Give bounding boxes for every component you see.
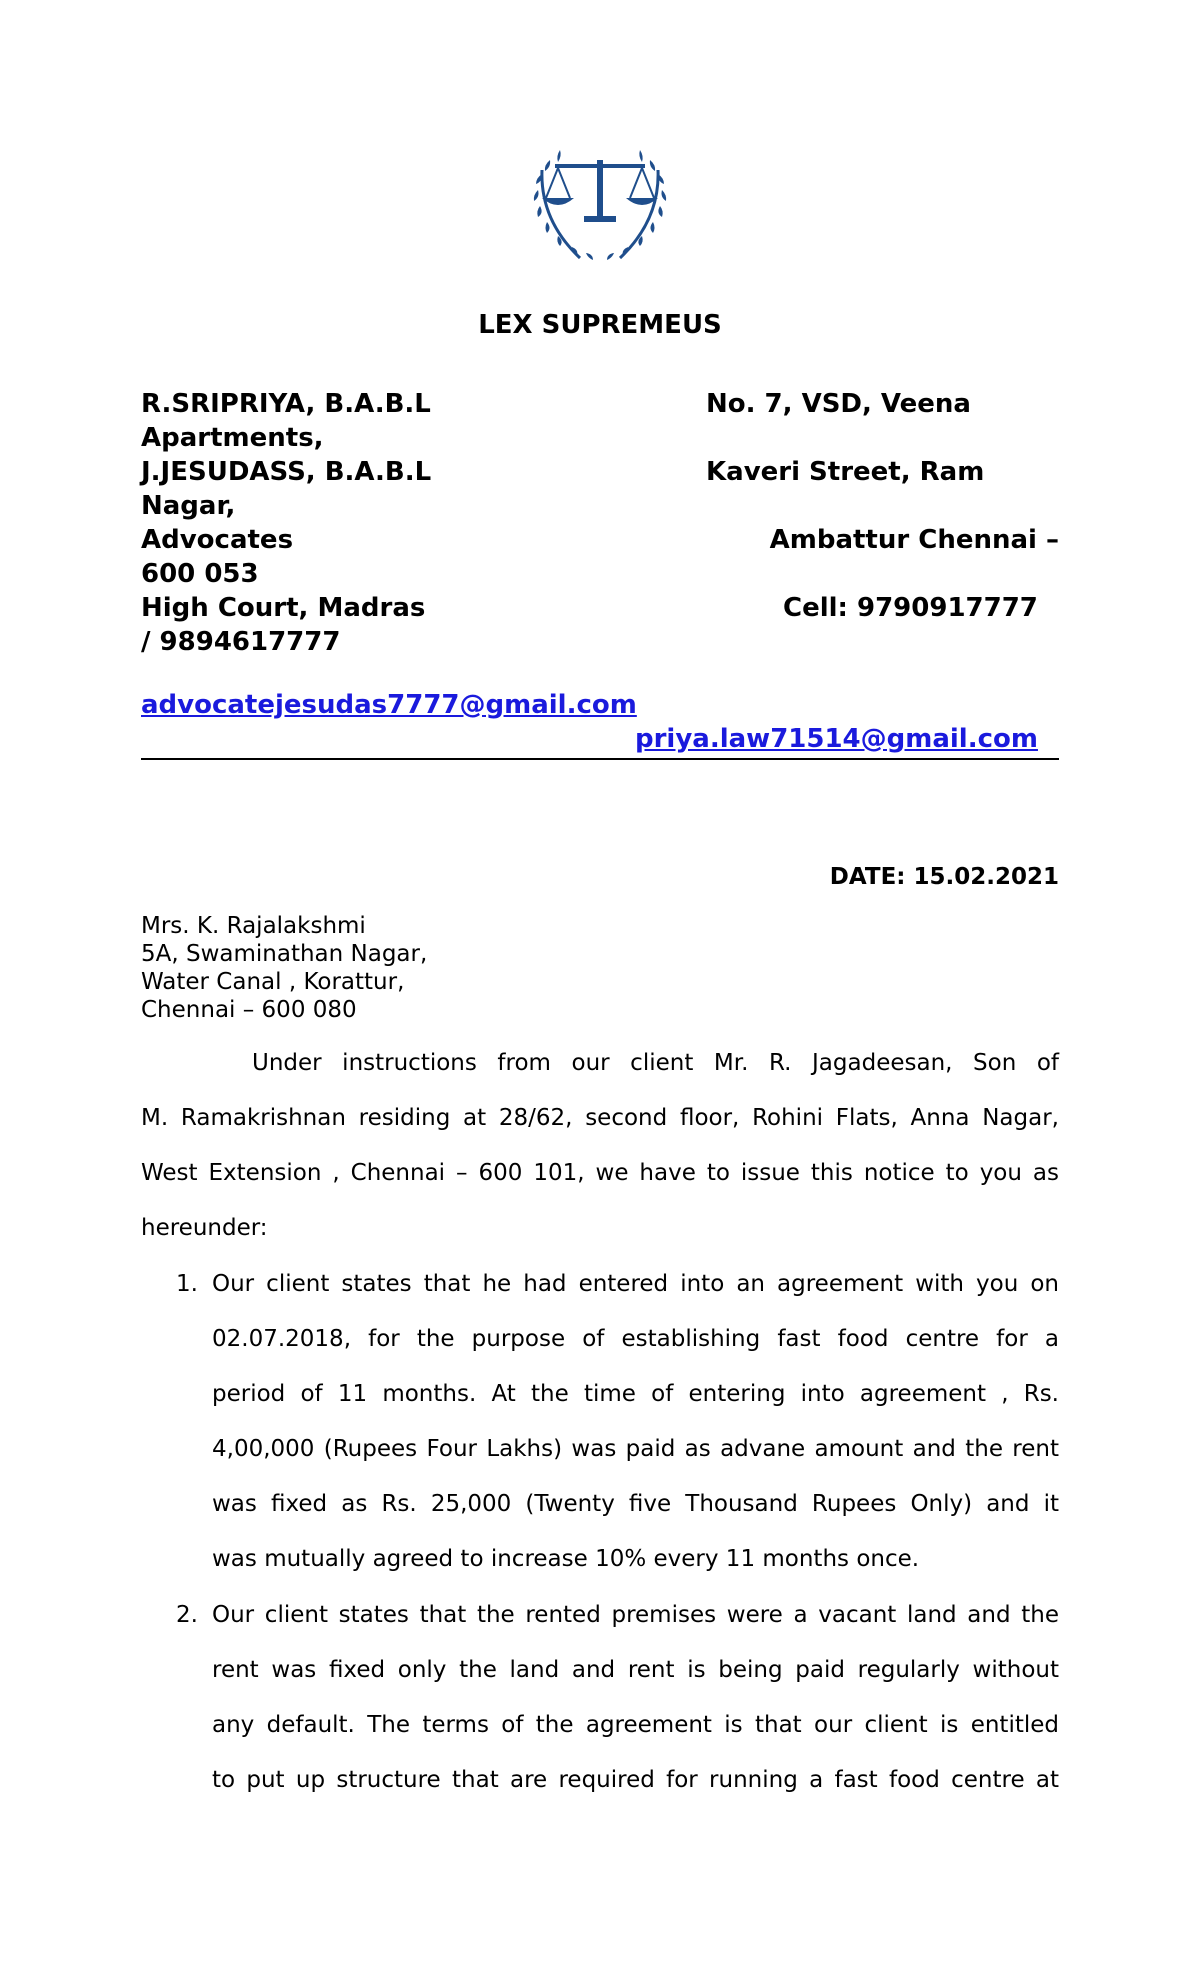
addressee-name: Mrs. K. Rajalakshmi: [141, 913, 366, 939]
addressee-line-4: Chennai – 600 080: [141, 997, 357, 1023]
letterhead-right-line-1: No. 7, VSD, Veena: [706, 389, 971, 419]
intro-line-3: West Extension , Chennai – 600 101, we have to issue this notice to you as: [141, 1160, 1059, 1186]
letterhead-left-line-5: Advocates: [141, 525, 294, 555]
letterhead-right-line-3: Ambattur Chennai –: [769, 525, 1059, 555]
point-2-line-3: any default. The terms of the agreement is that our client is entitled: [212, 1712, 1059, 1738]
point-1-line-1: Our client states that he had entered into an agreement with you on: [212, 1271, 1059, 1297]
email-link-jesudas[interactable]: advocatejesudas7777@gmail.com: [141, 690, 637, 720]
point-2-line-1: Our client states that the rented premises were a vacant land and the: [212, 1602, 1059, 1628]
letterhead-divider: [141, 758, 1059, 760]
letterhead-left-line-6: 600 053: [141, 559, 259, 589]
notice-date: DATE: 15.02.2021: [829, 864, 1059, 890]
letterhead-left-line-3: J.JESUDASS, B.A.B.L: [141, 457, 432, 487]
point-2-line-4: to put up structure that are required for running a fast food centre at: [212, 1767, 1059, 1793]
point-1-line-5: was fixed as Rs. 25,000 (Twenty five Thousand Rupees Only) and it: [212, 1491, 1059, 1517]
letterhead-right-line-4: Cell: 9790917777: [783, 593, 1038, 623]
letterhead-left-line-4: Nagar,: [141, 491, 236, 521]
firm-logo: [520, 140, 680, 270]
addressee-line-3: Water Canal , Korattur,: [141, 969, 405, 995]
point-2-number: 2.: [176, 1602, 198, 1628]
intro-line-4: hereunder:: [141, 1215, 268, 1241]
email-link-priya[interactable]: priya.law71514@gmail.com: [635, 724, 1038, 754]
intro-line-2: M. Ramakrishnan residing at 28/62, second floor, Rohini Flats, Anna Nagar,: [141, 1105, 1059, 1131]
scales-of-justice-icon: [520, 140, 680, 270]
point-1-line-3: period of 11 months. At the time of entering into agreement , Rs.: [212, 1381, 1059, 1407]
point-1-number: 1.: [176, 1271, 198, 1297]
letterhead-left-line-1: R.SRIPRIYA, B.A.B.L: [141, 389, 431, 419]
letterhead-left-line-7: High Court, Madras: [141, 593, 426, 623]
point-1-line-2: 02.07.2018, for the purpose of establishing fast food centre for a: [212, 1326, 1059, 1352]
intro-line-1: Under instructions from our client Mr. R. Jagadeesan, Son of: [252, 1050, 1059, 1076]
point-2-line-2: rent was fixed only the land and rent is being paid regularly without: [212, 1657, 1059, 1683]
firm-name: LEX SUPREMEUS: [478, 310, 722, 340]
letterhead-left-line-8: / 9894617777: [141, 627, 341, 657]
point-1-line-6: was mutually agreed to increase 10% every 11 months once.: [212, 1546, 920, 1572]
letterhead-right-line-2: Kaveri Street, Ram: [706, 457, 985, 487]
addressee-line-2: 5A, Swaminathan Nagar,: [141, 941, 428, 967]
letterhead-left-line-2: Apartments,: [141, 423, 324, 453]
point-1-line-4: 4,00,000 (Rupees Four Lakhs) was paid as advane amount and the rent: [212, 1436, 1059, 1462]
